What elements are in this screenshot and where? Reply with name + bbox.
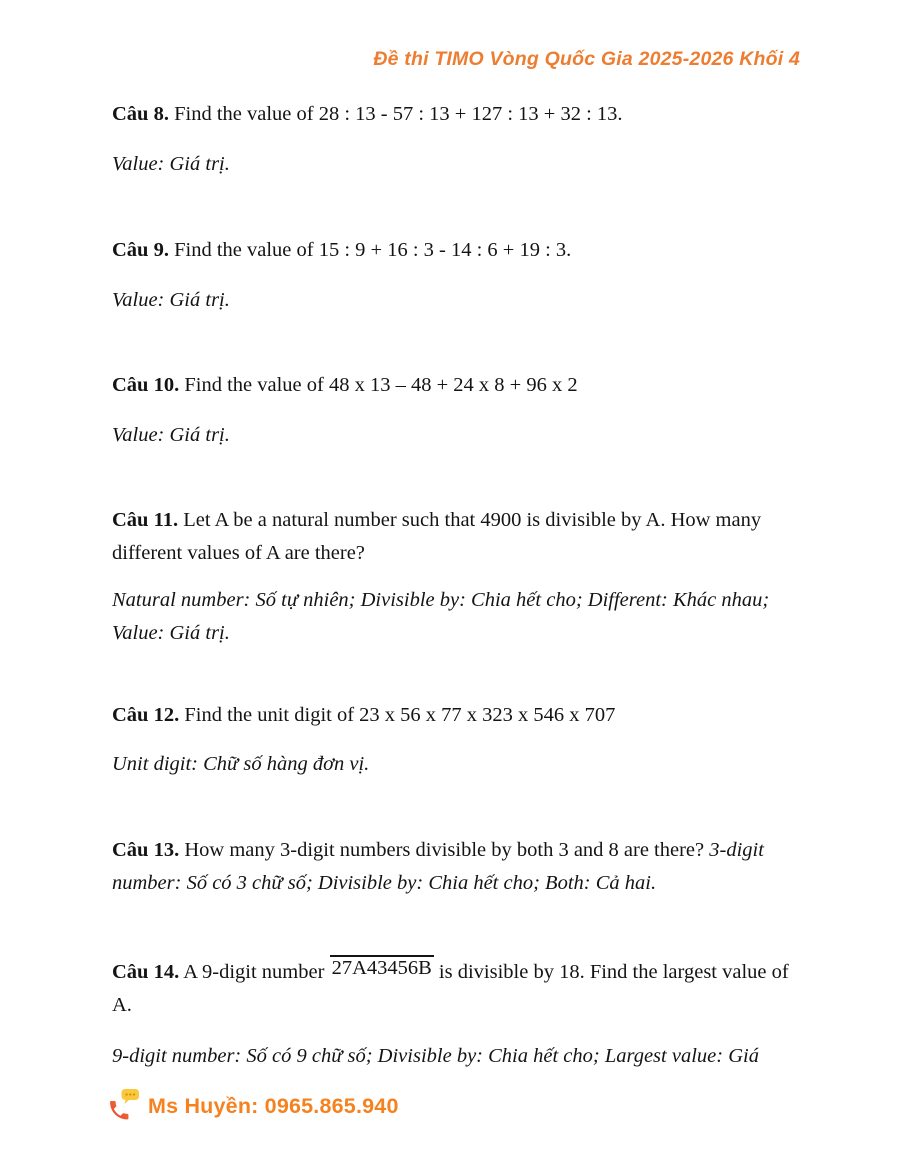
question-13-glossary: 3-digit number: Số có 3 chữ số; Divisible by: Chia hết cho; Both: Cả hai. — [112, 839, 764, 894]
question-9-glossary: Value: Giá trị. — [112, 289, 230, 311]
question-14 — [112, 956, 800, 1022]
question-10 — [112, 369, 800, 402]
phone-chat-icon — [106, 1088, 144, 1124]
question-12-label: Câu 12. — [112, 704, 180, 726]
question-9-label: Câu 9. — [112, 239, 169, 261]
question-11 — [112, 504, 800, 570]
overlined-number: 27A43456B — [331, 957, 432, 979]
document-header — [0, 0, 900, 71]
question-8-text: Find the value of 28 : 13 - 57 : 13 + 127 : 13 + 32 : 13. — [174, 103, 623, 125]
question-11-label: Câu 11. — [112, 509, 179, 531]
document-title: Đề thi TIMO Vòng Quốc Gia 2025-2026 Khối 4 — [373, 48, 800, 70]
question-10-label: Câu 10. — [112, 374, 180, 396]
question-14-label: Câu 14. — [112, 961, 180, 983]
question-10-text: Find the value of 48 x 13 – 48 + 24 x 8 + 96 x 2 — [184, 374, 578, 396]
question-13 — [112, 834, 800, 900]
question-8-glossary: Value: Giá trị. — [112, 153, 230, 175]
question-9 — [112, 234, 800, 267]
question-8-label: Câu 8. — [112, 103, 169, 125]
question-12-text: Find the unit digit of 23 x 56 x 77 x 323 x 546 x 707 — [184, 704, 616, 726]
question-12-glossary: Unit digit: Chữ số hàng đơn vị. — [112, 753, 370, 775]
question-10-glossary: Value: Giá trị. — [112, 424, 230, 446]
question-12 — [112, 699, 800, 732]
question-9-text: Find the value of 15 : 9 + 16 : 3 - 14 : 6 + 19 : 3. — [174, 239, 572, 261]
contact-phone-text: Ms Huyền: 0965.865.940 — [148, 1093, 399, 1118]
document-footer — [106, 1088, 900, 1124]
question-8 — [112, 98, 800, 131]
question-11-text: Let A be a natural number such that 4900 is divisible by A. How many different values of A are there? — [112, 509, 762, 564]
question-13-text: How many 3-digit numbers divisible by both 3 and 8 are there? — [184, 839, 705, 861]
question-14-glossary: 9-digit number: Số có 9 chữ số; Divisible by: Chia hết cho; Largest value: Giá — [112, 1045, 759, 1067]
document-body — [0, 98, 900, 1073]
question-14-text-before: A 9-digit number — [183, 961, 325, 983]
question-13-label: Câu 13. — [112, 839, 180, 861]
chat-bubble — [121, 1089, 139, 1104]
question-11-glossary: Natural number: Số tự nhiên; Divisible by: Chia hết cho; Different: Khác nhau; Value: Giá trị. — [112, 589, 770, 644]
question-14-text-after: is divisible by 18. Find the largest value of A. — [112, 961, 789, 1016]
